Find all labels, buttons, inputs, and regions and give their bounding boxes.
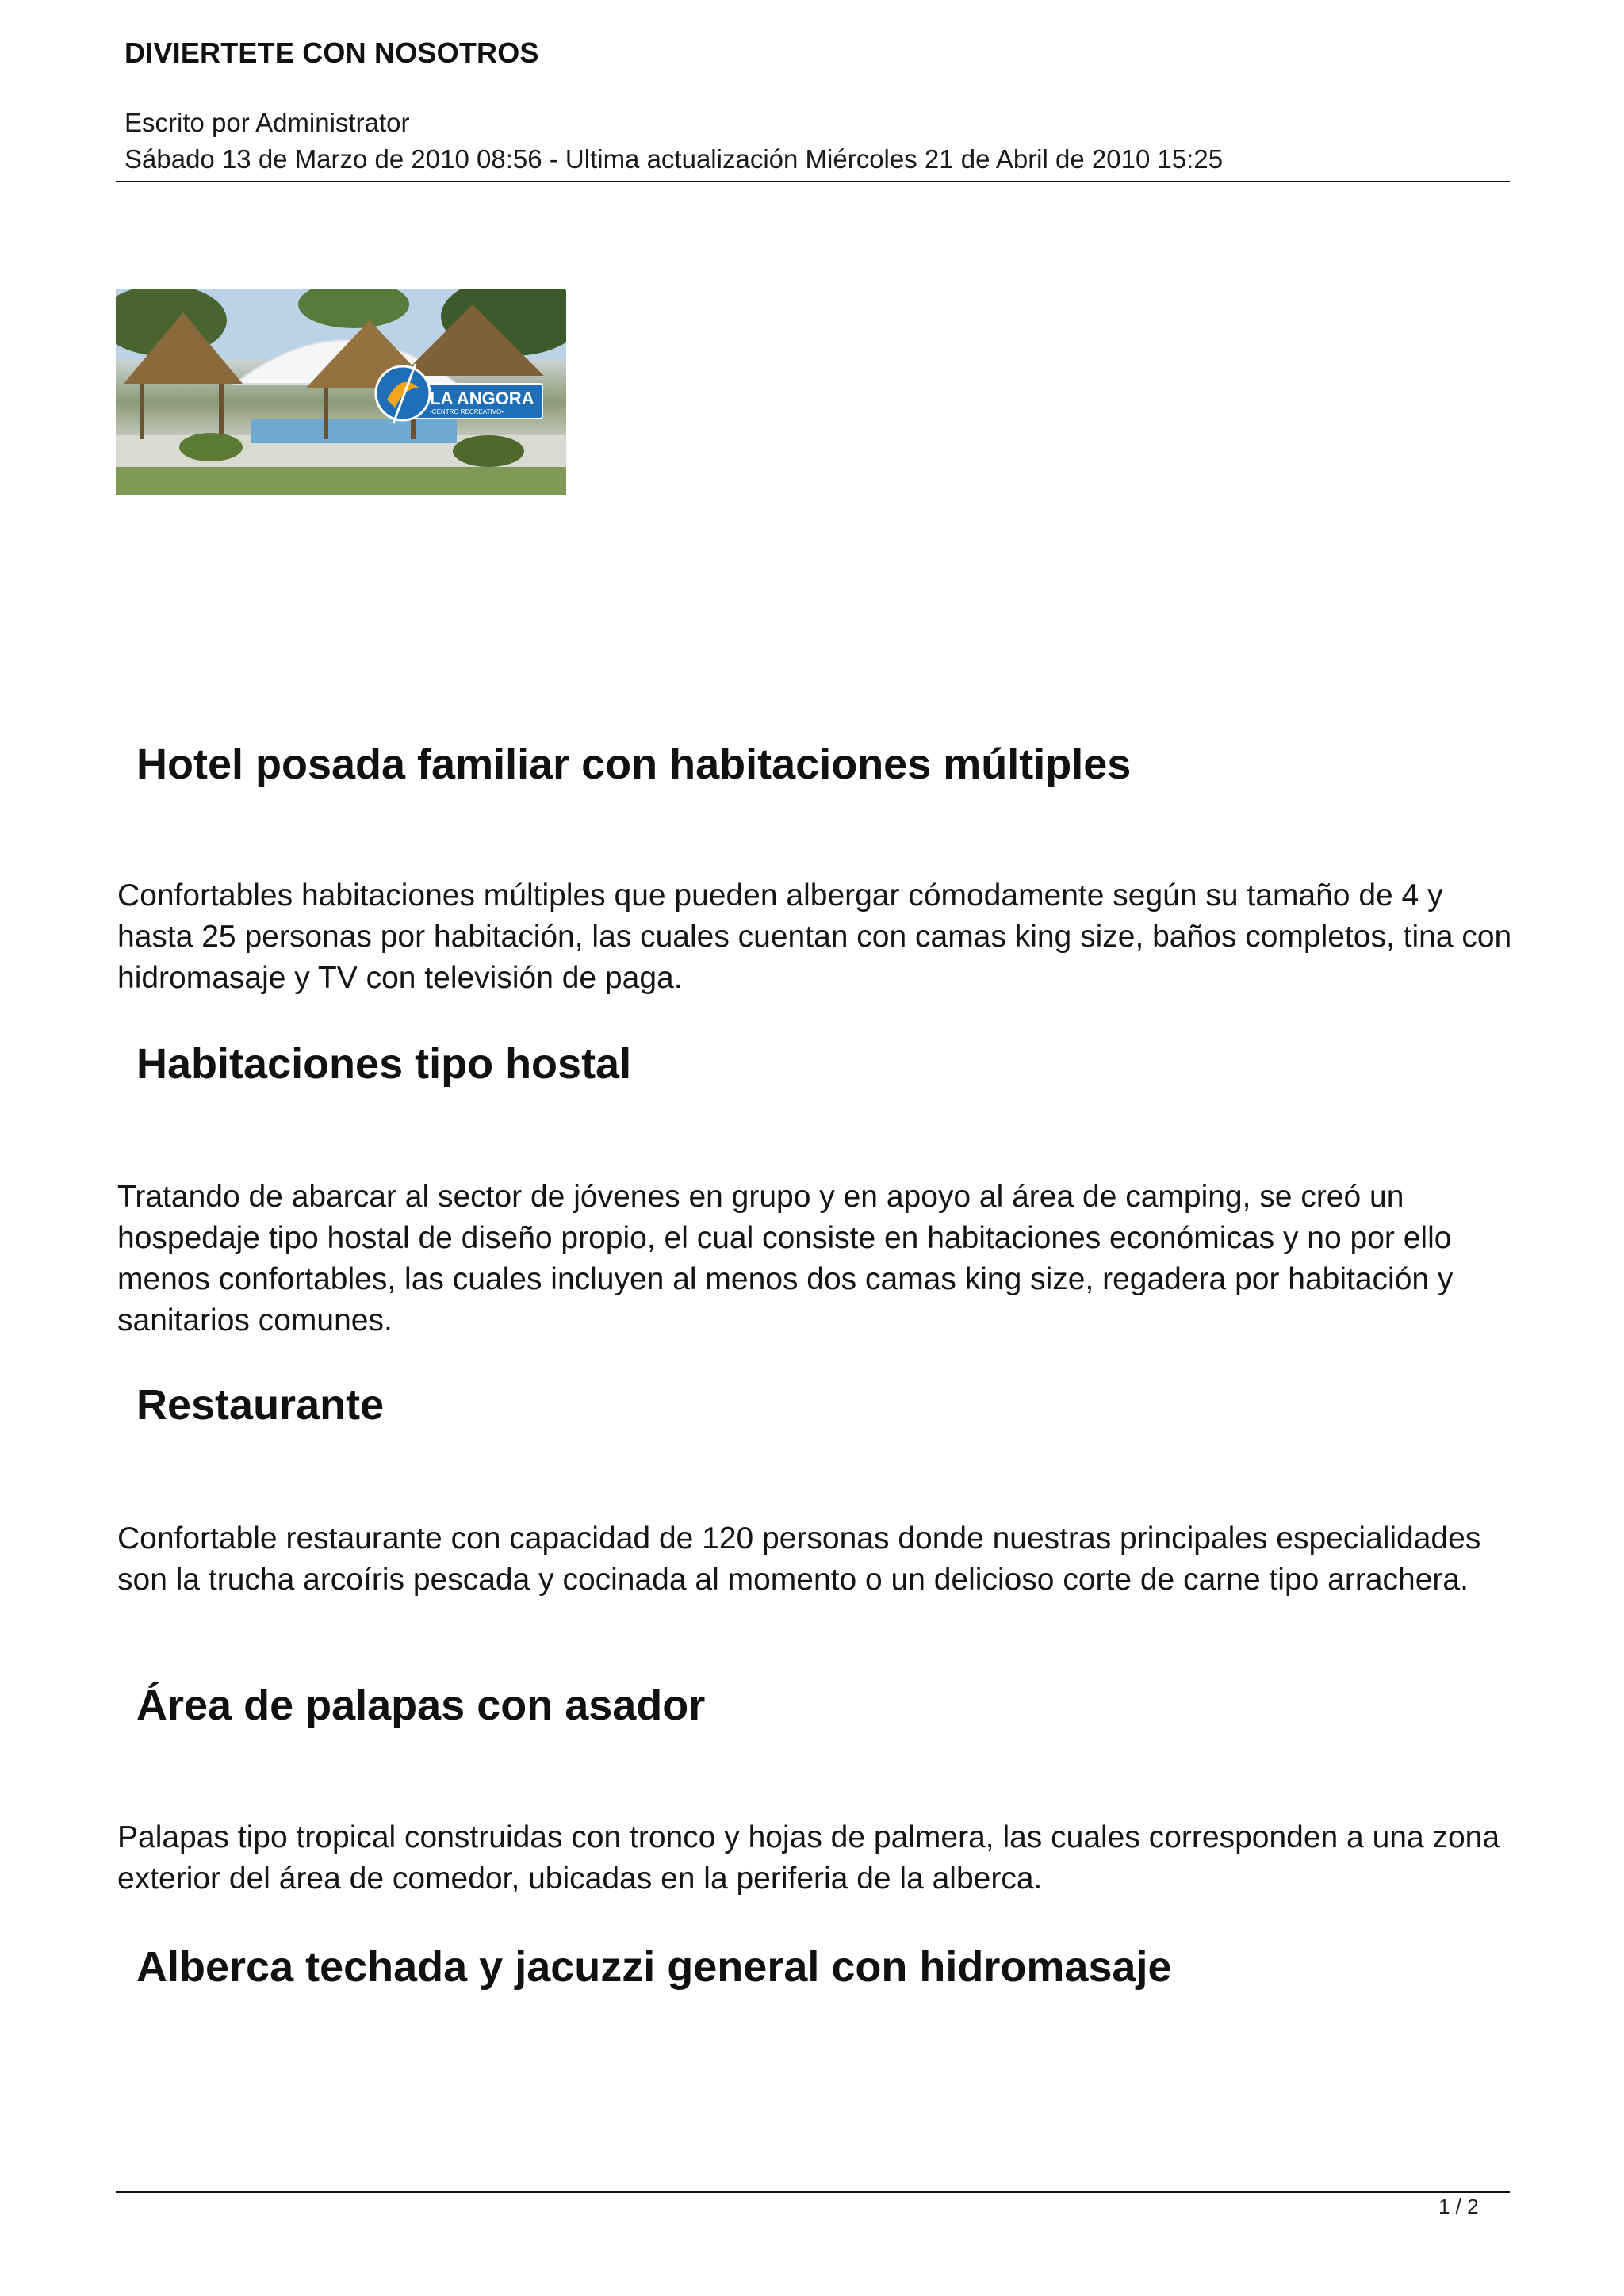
header-divider <box>116 181 1510 182</box>
section-heading-hotel: Hotel posada familiar con habitaciones múltiples <box>136 740 1132 788</box>
author-line: Escrito por Administrator <box>124 108 410 137</box>
logo-word: LA ANGORA <box>430 388 534 408</box>
section-heading-palapas: Área de palapas con asador <box>136 1682 706 1729</box>
logo-subtitle: •CENTRO RECREATIVO• <box>430 408 504 415</box>
page-title: DIVIERTETE CON NOSOTROS <box>124 36 539 69</box>
hero-image <box>116 289 566 495</box>
section-body-palapas: Palapas tipo tropical construidas con tronco y hojas de palmera, las cuales corresponden a una zona exterior del área de comedor, ubicadas en la periferia de la alberca. <box>117 1820 1500 1896</box>
section-body-hotel: Confortables habitaciones múltiples que pueden albergar cómodamente según su tamaño de 4 y hasta 25 personas por habitación, las cuales cuentan con camas king size, baños completos, tina con hidromasaje y TV con televisión de paga. <box>117 878 1512 995</box>
section-heading-restaurante: Restaurante <box>136 1381 385 1429</box>
section-body-hostal: Tratando de abarcar al sector de jóvenes en grupo y en apoyo al área de camping, se creó un hospedaje tipo hostal de diseño propio, el cual consiste en habitaciones económicas y no por ello menos confortables, las cuales incluyen al menos dos camas king size, regadera por habitación y sanitarios comunes. <box>117 1180 1454 1337</box>
footer-divider <box>116 2191 1510 2193</box>
section-heading-alberca: Alberca techada y jacuzzi general con hidromasaje <box>136 1943 1172 1991</box>
page-number: 1 / 2 <box>1438 2195 1479 2218</box>
date-line: Sábado 13 de Marzo de 2010 08:56 - Ultima actualización Miércoles 21 de Abril de 2010 15:25 <box>124 144 1224 174</box>
article-meta <box>124 105 1223 178</box>
section-body-restaurante: Confortable restaurante con capacidad de 120 personas donde nuestras principales especialidades son la trucha arcoíris pescada y cocinada al momento o un delicioso corte de carne tipo arrachera. <box>117 1521 1481 1597</box>
resort-photo <box>116 289 566 495</box>
section-heading-hostal: Habitaciones tipo hostal <box>136 1040 632 1088</box>
